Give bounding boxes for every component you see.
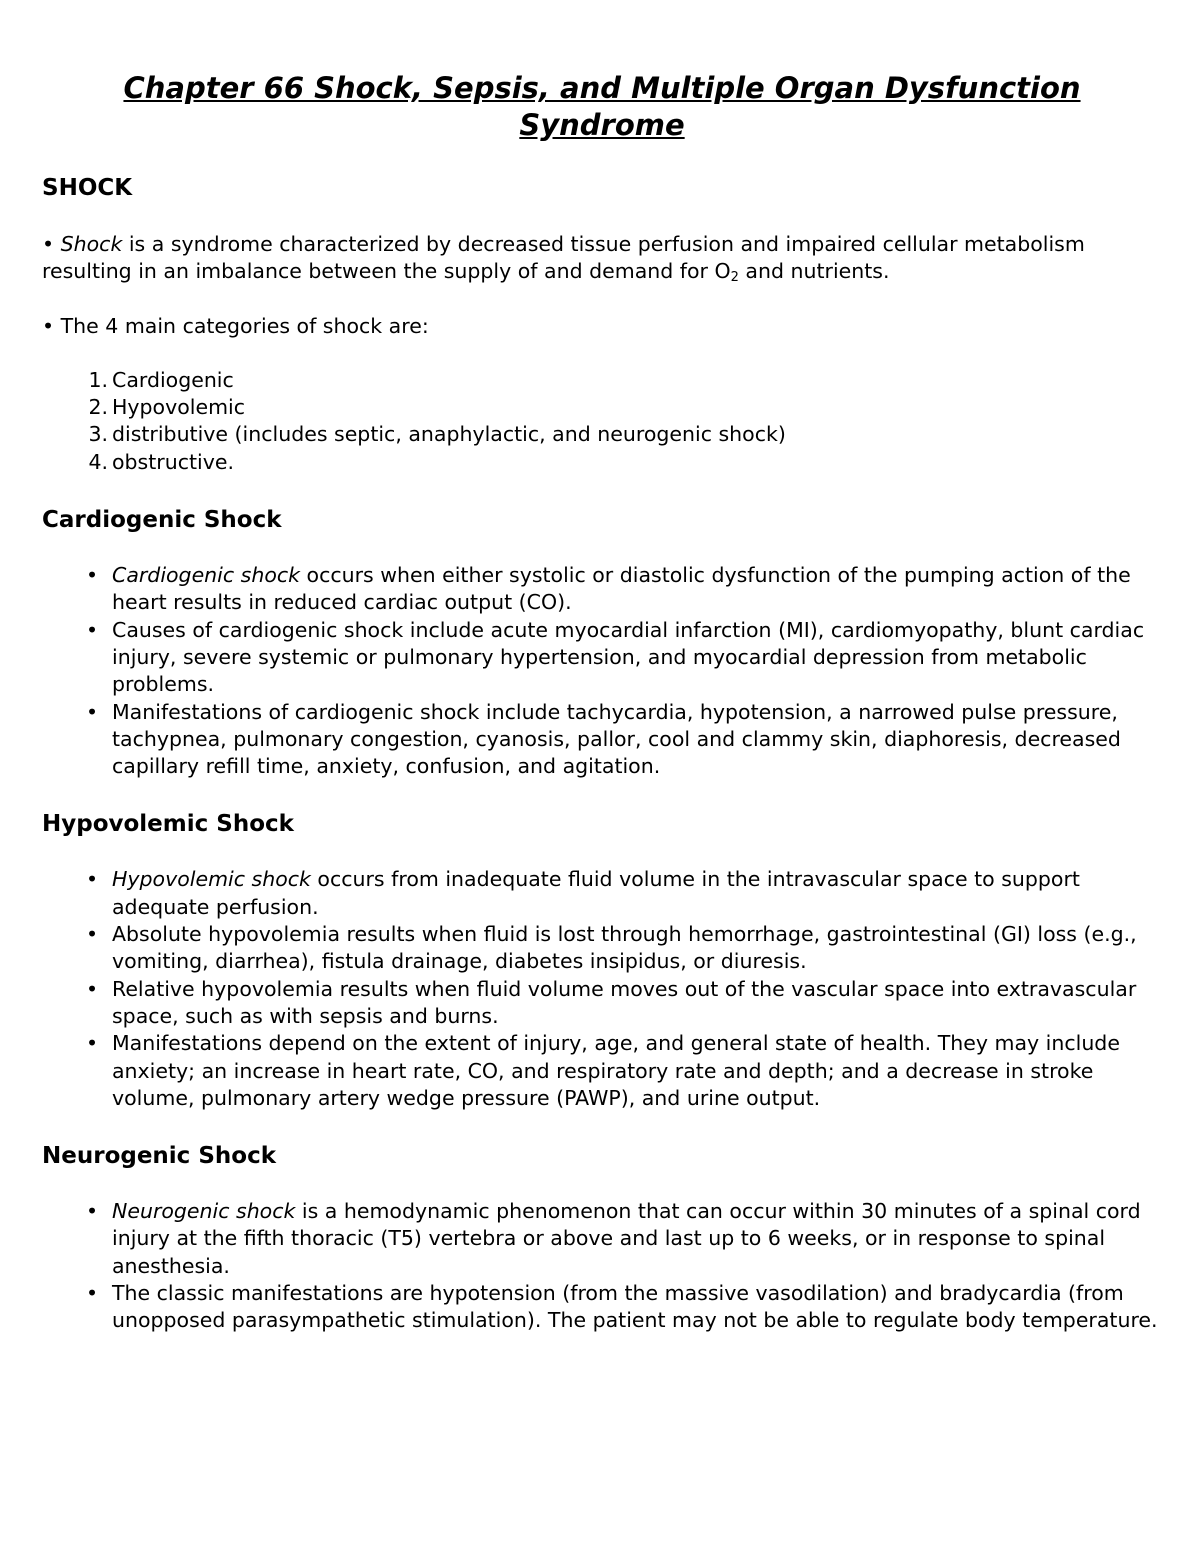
shock-definition-text-end: and nutrients. [738, 259, 890, 284]
bullet-icon: • [86, 1031, 99, 1056]
list-number: 2. [88, 395, 108, 420]
list-number: 4. [88, 449, 108, 474]
bullet-symbol: • [42, 232, 55, 256]
bullet-symbol: • [42, 313, 55, 338]
bullet-icon: • [86, 922, 99, 947]
list-item-text: Causes of cardiogenic shock include acute myocardial infarction (MI), cardiomyopathy, blunt cardiac injury, severe systemic or pulmonary hypertension, and myocardial depression from metabolic problems. [112, 617, 1145, 697]
bullet-icon: • [86, 617, 99, 642]
list-item [42, 617, 1162, 699]
shock-definition-text: is a syndrome characterized by decreased tissue perfusion and impaired cellular metabolism resulting in an imbalance between the supply of and demand for O [42, 232, 1085, 284]
list-item-text: Manifestations depend on the extent of injury, age, and general state of health. They may include anxiety; an increase in heart rate, CO, and respiratory rate and depth; and a decrease in stroke volume, pulmonary artery wedge pressure (PAWP), and urine output. [112, 1031, 1120, 1110]
neurogenic-list [42, 1198, 1162, 1334]
list-item-text: distributive (includes septic, anaphylactic, and neurogenic shock) [112, 422, 786, 447]
shock-categories-list [42, 367, 1162, 476]
bullet-icon: • [86, 976, 99, 1001]
list-item [42, 1280, 1162, 1335]
section-heading-shock: SHOCK [42, 175, 133, 201]
list-item [42, 976, 1162, 1031]
list-number: 1. [88, 367, 108, 392]
section-heading-cardiogenic: Cardiogenic Shock [42, 507, 282, 534]
cardiogenic-list [42, 562, 1162, 780]
list-item [42, 699, 1162, 781]
document-title: Chapter 66 Shock, Sepsis, and Multiple Organ Dysfunction Syndrome [123, 71, 1081, 142]
section-heading-neurogenic: Neurogenic Shock [42, 1143, 276, 1170]
hypovolemic-list [42, 866, 1162, 1112]
term-shock: Shock [60, 232, 123, 256]
subscript-2: 2 [730, 270, 739, 286]
shock-definition [42, 231, 1162, 286]
list-item [42, 1198, 1162, 1280]
document-page [42, 70, 1162, 1335]
categories-intro-text: The 4 main categories of shock are: [60, 313, 429, 338]
list-item-text: occurs when either systolic or diastolic dysfunction of the pumping action of the heart results in reduced cardiac output (CO). [112, 563, 1131, 615]
list-item-text: Manifestations of cardiogenic shock include tachycardia, hypotension, a narrowed pulse pressure, tachypnea, pulmonary congestion, cyanosis, pallor, cool and clammy skin, diaphoresis, decreased capillary refill time, anxiety, confusion, and agitation. [112, 699, 1121, 779]
bullet-icon: • [86, 1281, 99, 1306]
section-heading-hypovolemic: Hypovolemic Shock [42, 811, 294, 838]
list-item-text: occurs from inadequate fluid volume in the intravascular space to support adequate perfusion. [112, 867, 1080, 919]
list-item [42, 921, 1162, 976]
list-item-text: The classic manifestations are hypotension (from the massive vasodilation) and bradycardia (from unopposed parasympathetic stimulation). The patient may not be able to regulate body temperature. [112, 1281, 1158, 1333]
list-item [42, 449, 1162, 476]
list-item-text: Absolute hypovolemia results when fluid is lost through hemorrhage, gastrointestinal (GI) loss (e.g., vomiting, diarrhea), fistula drainage, diabetes insipidus, or diuresis. [112, 922, 1137, 974]
term-cardiogenic-shock: Cardiogenic shock [112, 563, 301, 588]
list-item-text: is a hemodynamic phenomenon that can occur within 30 minutes of a spinal cord injury at the fifth thoracic (T5) vertebra or above and last up to 6 weeks, or in response to spinal anesthesia. [112, 1199, 1141, 1278]
list-item [42, 866, 1162, 921]
list-item-text: Cardiogenic [112, 367, 234, 392]
list-item [42, 367, 1162, 394]
term-hypovolemic-shock: Hypovolemic shock [112, 867, 311, 892]
bullet-icon: • [86, 699, 99, 724]
list-item-text: obstructive. [112, 449, 234, 474]
list-item [42, 1030, 1162, 1112]
list-item [42, 421, 1162, 448]
shock-categories-intro [42, 313, 1162, 340]
bullet-icon: • [86, 1199, 99, 1224]
list-number: 3. [88, 422, 108, 447]
bullet-icon: • [86, 563, 99, 588]
list-item-text: Hypovolemic [112, 395, 246, 420]
list-item-text: Relative hypovolemia results when fluid volume moves out of the vascular space into extravascular space, such as with sepsis and burns. [112, 976, 1137, 1028]
term-neurogenic-shock: Neurogenic shock [112, 1199, 296, 1224]
list-item [42, 562, 1162, 617]
list-item [42, 394, 1162, 421]
bullet-icon: • [86, 867, 99, 892]
